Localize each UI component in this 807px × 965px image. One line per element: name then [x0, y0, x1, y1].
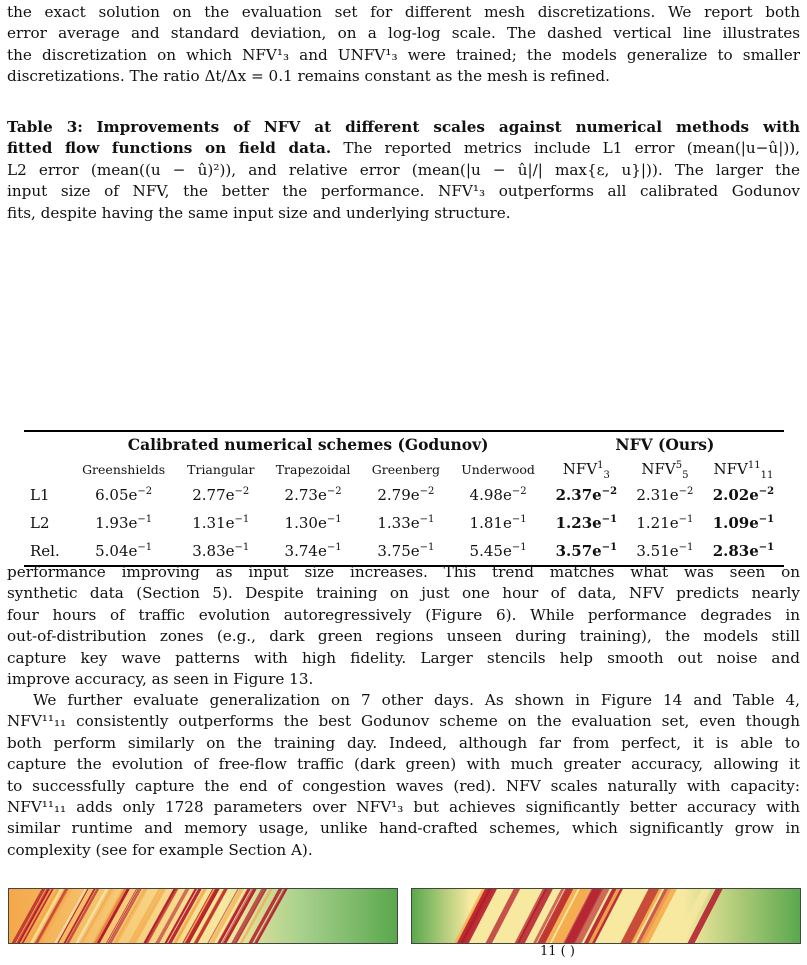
- table-caption: [7, 117, 800, 224]
- text-line: synthetic data (Section 5). Despite training on just one hour of data, NFV predicts nearly: [7, 584, 800, 603]
- table-cell: $5.45e^{-1}$: [450, 537, 545, 566]
- table-cell: $1.30e^{-1}$: [284, 514, 342, 532]
- table-cell: $3.51e^{-1}$: [627, 537, 703, 566]
- table-body: [24, 481, 784, 566]
- table-cell: $1.09e^{-1}$: [712, 514, 775, 532]
- table-label: Table 3:: [7, 118, 83, 136]
- table-column-header: [24, 457, 784, 481]
- table-cell: $1.21e^{-1}$: [636, 514, 694, 532]
- text-line: similar runtime and memory usage, unlike hand-crafted schemes, which significantly grow in: [7, 819, 800, 838]
- caption-text: The reported metrics include L1 error (mean(|u−û|)),: [343, 139, 800, 158]
- table-group-header: [24, 431, 784, 457]
- text-line: both perform similarly on the training day. Indeed, although far from perfect, it is able to: [7, 733, 800, 752]
- row-label: L2: [30, 514, 50, 532]
- figure-caption-continuation: [7, 2, 800, 88]
- text-line: capture the evolution of free-flow traffic (dark green) with much greater accuracy, allowing it: [7, 755, 800, 774]
- body-paragraph-2: [7, 690, 800, 861]
- text-line: four hours of traffic evolution autoregressively (Figure 6). While performance degrades in: [7, 605, 800, 624]
- heatmap-prediction-image: [412, 889, 800, 943]
- figure-caption-fragment: 11 ( ): [540, 944, 575, 959]
- table-cell: $3.74e^{-1}$: [265, 537, 362, 566]
- table-cell: $2.79e^{-2}$: [377, 486, 435, 504]
- table-cell: $5.04e^{-1}$: [70, 537, 176, 566]
- col-header: Triangular: [187, 461, 255, 477]
- caption-text: L2 error (mean((u − û)²)), and relative error (mean(|u − û|/| max{ε, u}|)). The larger the: [7, 160, 800, 179]
- table-cell: $6.05e^{-2}$: [95, 486, 153, 504]
- text-line: the discretization on which NFV¹₃ and UNFV¹₃ were trained; the models generalize to smaller: [7, 45, 800, 64]
- table-row: [24, 509, 784, 537]
- body-paragraph-1: [7, 562, 800, 690]
- row-label: Rel.: [24, 537, 70, 566]
- text-line: discretizations. The ratio Δt/Δx = 0.1 remains constant as the mesh is refined.: [7, 67, 610, 86]
- table-cell: $2.37e^{-2}$: [555, 486, 618, 504]
- text-line: complexity (see for example Section A).: [7, 840, 313, 859]
- row-label: L1: [30, 486, 50, 504]
- caption-text: input size of NFV, the better the performance. NFV¹₃ outperforms all calibrated Godunov: [7, 182, 800, 201]
- text-line: NFV¹¹₁₁ adds only 1728 parameters over NFV¹₃ but achieves significantly better accuracy with: [7, 798, 800, 817]
- table-cell: $1.93e^{-1}$: [95, 514, 153, 532]
- table-cell: $2.77e^{-2}$: [192, 486, 250, 504]
- caption-text: fits, despite having the same input size and underlying structure.: [7, 203, 511, 222]
- text-line: improve accuracy, as seen in Figure 13.: [7, 670, 314, 689]
- group-nfv: NFV (Ours): [546, 431, 784, 457]
- table-cell: $3.57e^{-1}$: [546, 537, 627, 566]
- table-cell: $2.02e^{-2}$: [712, 486, 775, 504]
- table-cell: $3.83e^{-1}$: [177, 537, 265, 566]
- table-cell: $4.98e^{-2}$: [469, 486, 527, 504]
- table-cell: $1.81e^{-1}$: [469, 514, 527, 532]
- col-header: Trapezoidal: [275, 461, 351, 477]
- col-header-nfv-5: $NFV^5_5$: [641, 460, 689, 481]
- col-header-nfv-11: $NFV^{11}_{11}$: [713, 460, 774, 481]
- col-header: Underwood: [461, 461, 535, 477]
- heatmap-ground-truth: [8, 888, 398, 944]
- text-line: out-of-distribution zones (e.g., dark green regions unseen during training), the models still: [7, 627, 800, 646]
- table-title: Improvements of NFV at different scales against numerical methods with: [96, 118, 800, 136]
- table-cell: $1.23e^{-1}$: [555, 514, 618, 532]
- table-cell: $2.83e^{-1}$: [703, 537, 784, 566]
- text-line: error average and standard deviation, on a log-log scale. The dashed vertical line illustrates: [7, 24, 800, 43]
- table-cell: $2.31e^{-2}$: [636, 486, 694, 504]
- group-godunov: Calibrated numerical schemes (Godunov): [70, 431, 545, 457]
- text-line: capture key wave patterns with high fidelity. Larger stencils help smooth out noise and: [7, 648, 800, 667]
- table-cell: $1.31e^{-1}$: [192, 514, 250, 532]
- table-cell: $3.75e^{-1}$: [361, 537, 450, 566]
- text-line: the exact solution on the evaluation set for different mesh discretizations. We report both: [7, 3, 800, 21]
- col-header-nfv-3: $NFV^1_3$: [562, 460, 610, 481]
- table-title-cont: fitted flow functions on field data.: [7, 139, 332, 158]
- text-line: NFV¹¹₁₁ consistently outperforms the best Godunov scheme on the evaluation set, even though: [7, 712, 800, 731]
- col-header: Greenshields: [82, 461, 166, 477]
- text-line: We further evaluate generalization on 7 other days. As shown in Figure 14 and Table 4,: [33, 691, 800, 709]
- text-line: performance improving as input size increases. This trend matches what was seen on: [7, 563, 800, 581]
- heatmap-ground-truth-image: [9, 889, 397, 943]
- text-line: to successfully capture the end of congestion waves (red). NFV scales naturally with capacity:: [7, 776, 800, 795]
- results-table: [24, 430, 784, 567]
- table-cell: $1.33e^{-1}$: [377, 514, 435, 532]
- heatmap-prediction: [411, 888, 801, 944]
- col-header: Greenberg: [371, 461, 440, 477]
- table-cell: $2.73e^{-2}$: [284, 486, 342, 504]
- table-row: [24, 481, 784, 509]
